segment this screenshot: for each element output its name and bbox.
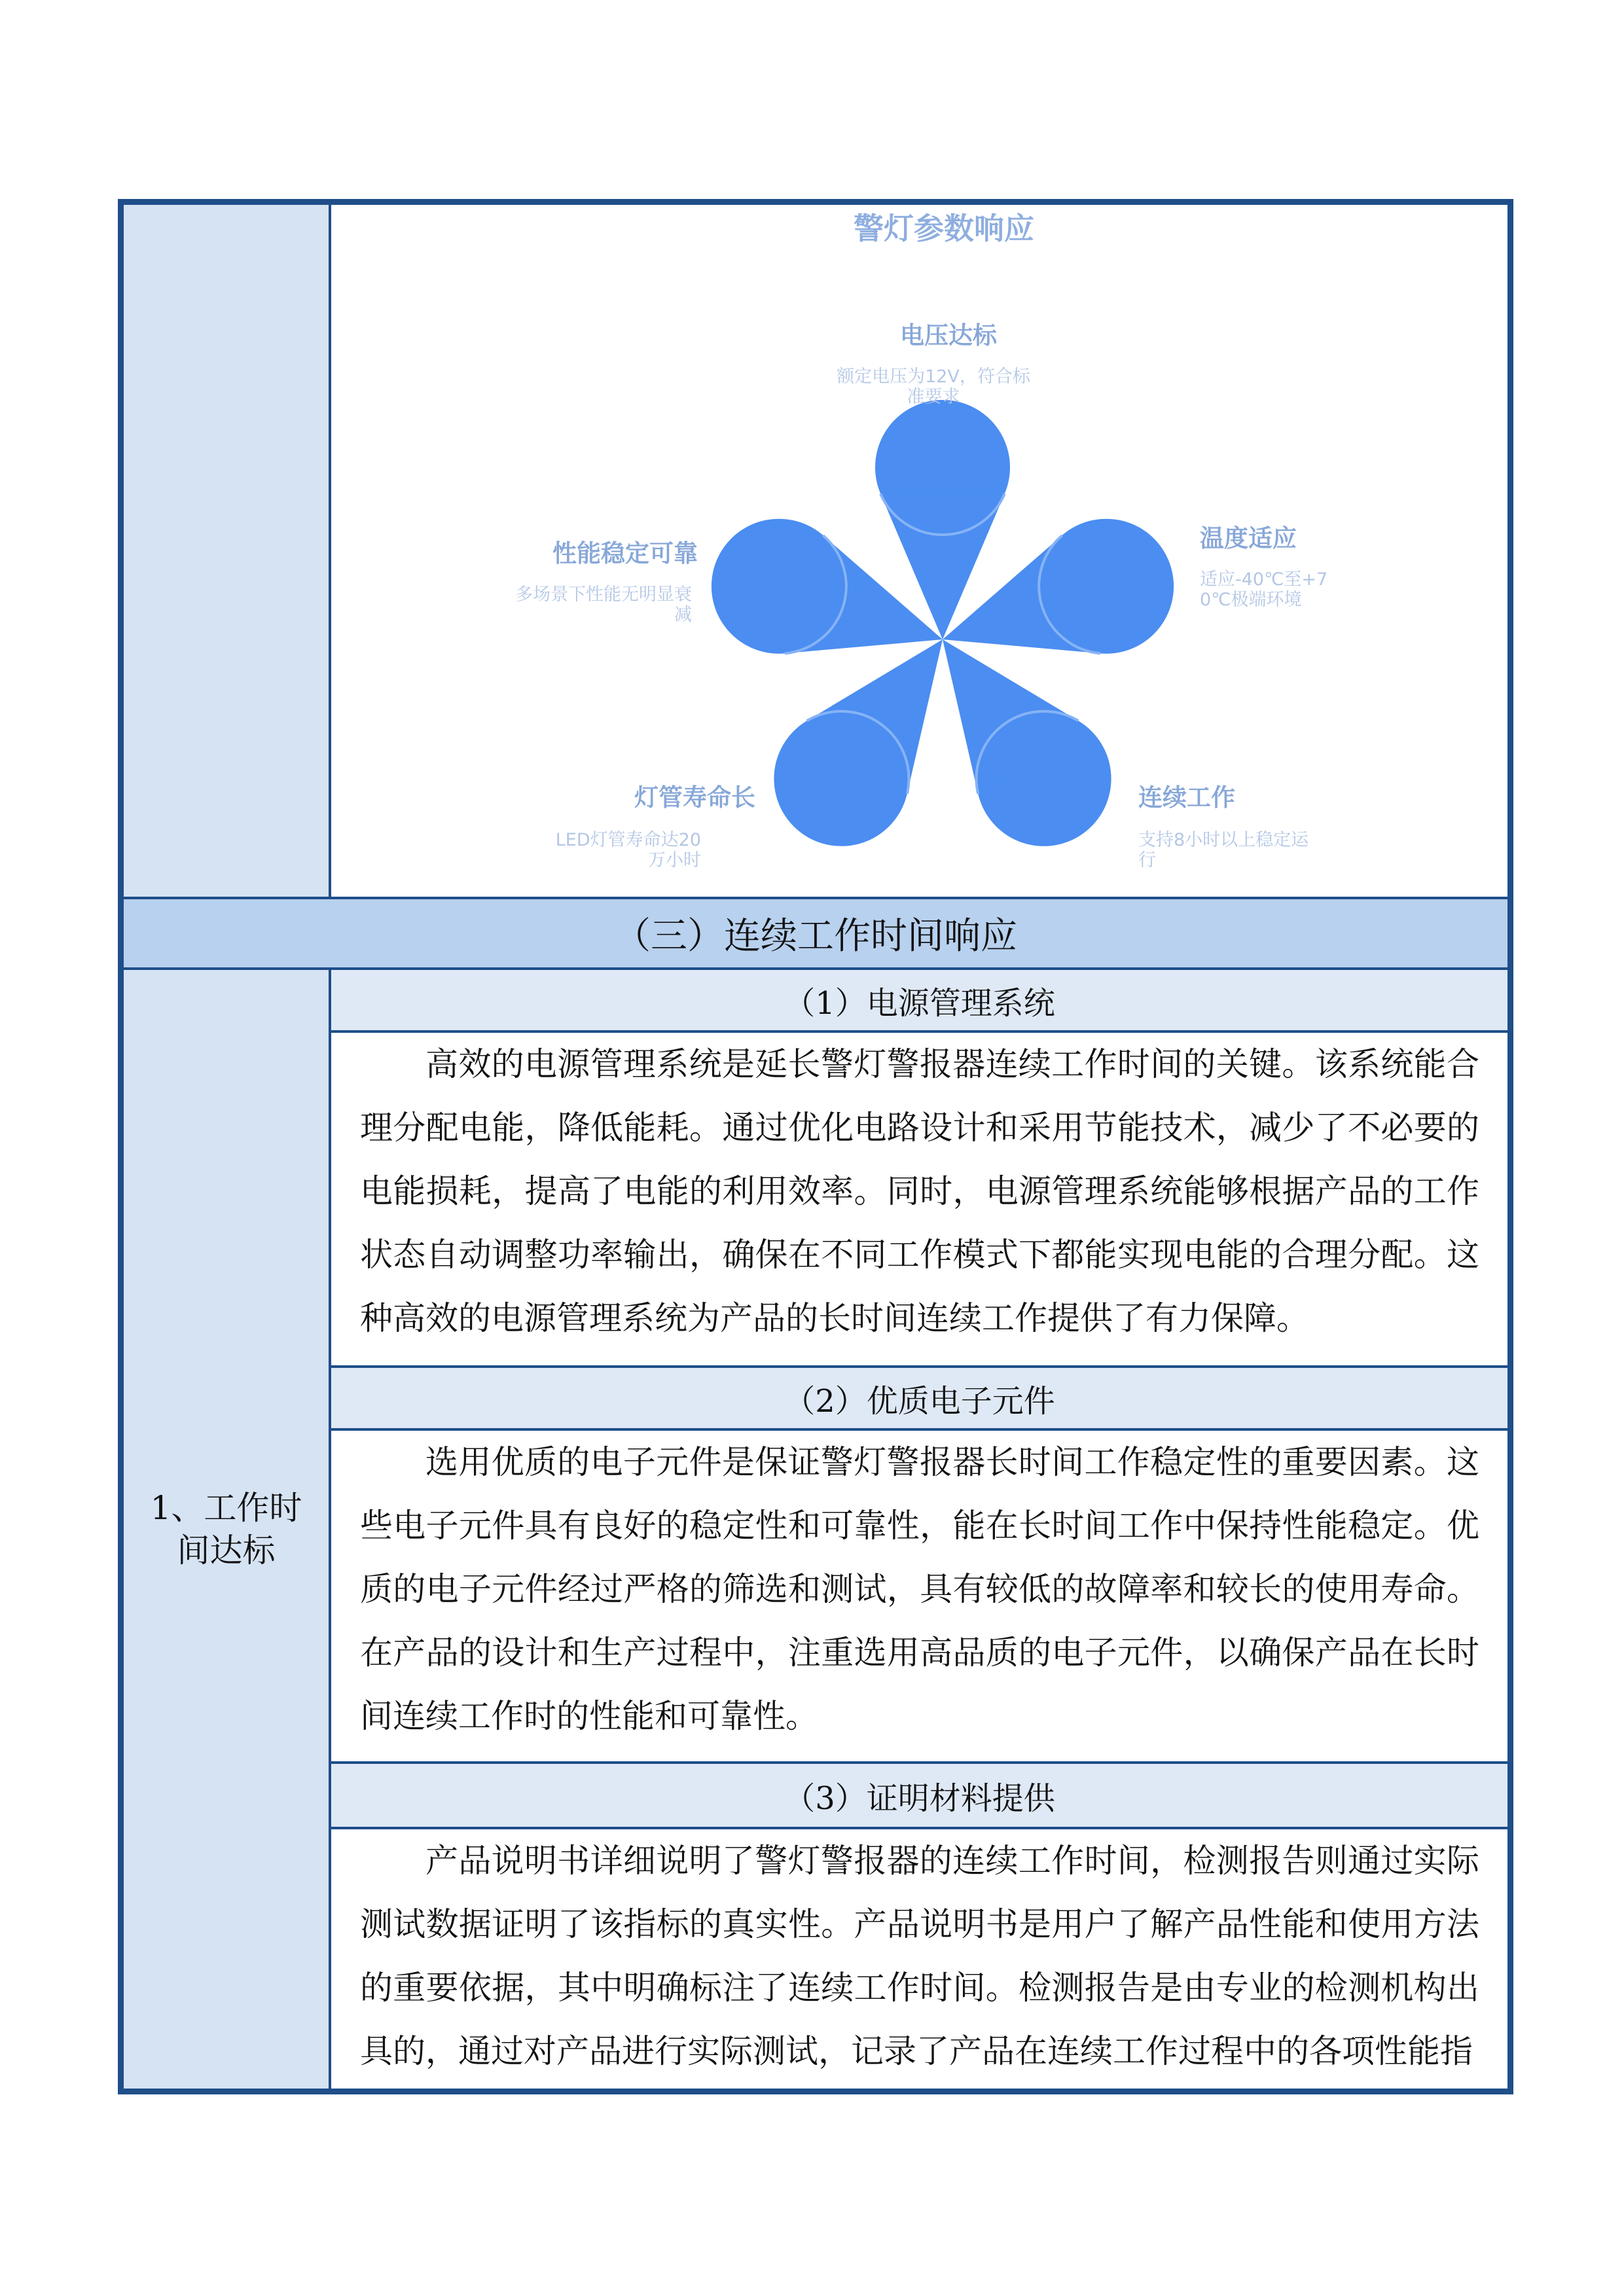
- subsection-body-evidence: [331, 1829, 1507, 2089]
- subsection-heading-components: [331, 1368, 1507, 1428]
- diagram-cell: [331, 205, 1507, 897]
- paragraph: 产品说明书详细说明了警灯警报器的连续工作时间，检测报告则通过实际测试数据证明了该指标的真实性。产品说明书是用户了解产品性能和使用方法的重要依据，其中明确标注了连续工作时间。检测报告是由专业的检测机构出具的，通过对产品进行实际测试，记录了产品在连续工作过程中的各项性能指: [360, 1842, 1479, 2070]
- requirement-label: 1、工作时间达标: [150, 1488, 302, 1570]
- diagram-title: 警灯参数响应: [854, 211, 1034, 246]
- diagram-label-continuous-work: 连续工作: [1138, 783, 1235, 812]
- diagram-label-voltage: 电压达标: [900, 321, 997, 350]
- subsection-heading-text: （2）优质电子元件: [784, 1382, 1055, 1420]
- diagram-desc-continuous-work: 支持8小时以上稳定运行: [1138, 830, 1309, 870]
- subsection-heading-evidence: [331, 1764, 1507, 1827]
- response-table: [118, 199, 1513, 2094]
- subsection-heading-text: （3）证明材料提供: [784, 1780, 1055, 1817]
- subsection-body-components: [331, 1431, 1507, 1761]
- subsection-heading-power-management: [331, 970, 1507, 1030]
- subsection-body-power-management: [331, 1033, 1507, 1365]
- section-heading-row: [124, 899, 1507, 967]
- paragraph: 选用优质的电子元件是保证警灯警报器长时间工作稳定性的重要因素。这些电子元件具有良好的稳定性和可靠性，能在长时间工作中保持性能稳定。优质的电子元件经过严格的筛选和测试，具有较低的故障率和较长的使用寿命。在产品的设计和生产过程中，注重选用高品质的电子元件，以确保产品在长时间连续工作时的性能和可靠性。: [360, 1443, 1479, 1735]
- requirement-label-cell: [124, 970, 329, 2089]
- subsection-heading-text: （1）电源管理系统: [784, 984, 1055, 1022]
- diagram-label-stability: 性能稳定可靠: [552, 539, 698, 567]
- diagram-desc-stability: 多场景下性能无明显衰减: [515, 584, 692, 625]
- petal-bottom-left: [774, 639, 943, 846]
- paragraph: 高效的电源管理系统是延长警灯警报器连续工作时间的关键。该系统能合理分配电能，降低能耗。通过优化电路设计和采用节能技术，减少了不必要的电能损耗，提高了电能的利用效率。同时，电源管理系统能够根据产品的工作状态自动调整功率输出，确保在不同工作模式下都能实现电能的合理分配。这种高效的电源管理系统为产品的长时间连续工作提供了有力保障。: [360, 1045, 1479, 1337]
- diagram-desc-temperature: 适应-40℃至+70℃极端环境: [1200, 569, 1328, 610]
- diagram-label-lamp-life: 灯管寿命长: [634, 783, 755, 812]
- empty-label-cell: [124, 205, 329, 897]
- diagram-desc-lamp-life: LED灯管寿命达20万小时: [555, 830, 701, 870]
- diagram-desc-voltage: 额定电压为12V，符合标准要求: [837, 367, 1030, 407]
- section-title: （三）连续工作时间响应: [614, 915, 1017, 958]
- petal-bottom-right: [943, 639, 1111, 846]
- diagram-label-temperature: 温度适应: [1200, 524, 1297, 552]
